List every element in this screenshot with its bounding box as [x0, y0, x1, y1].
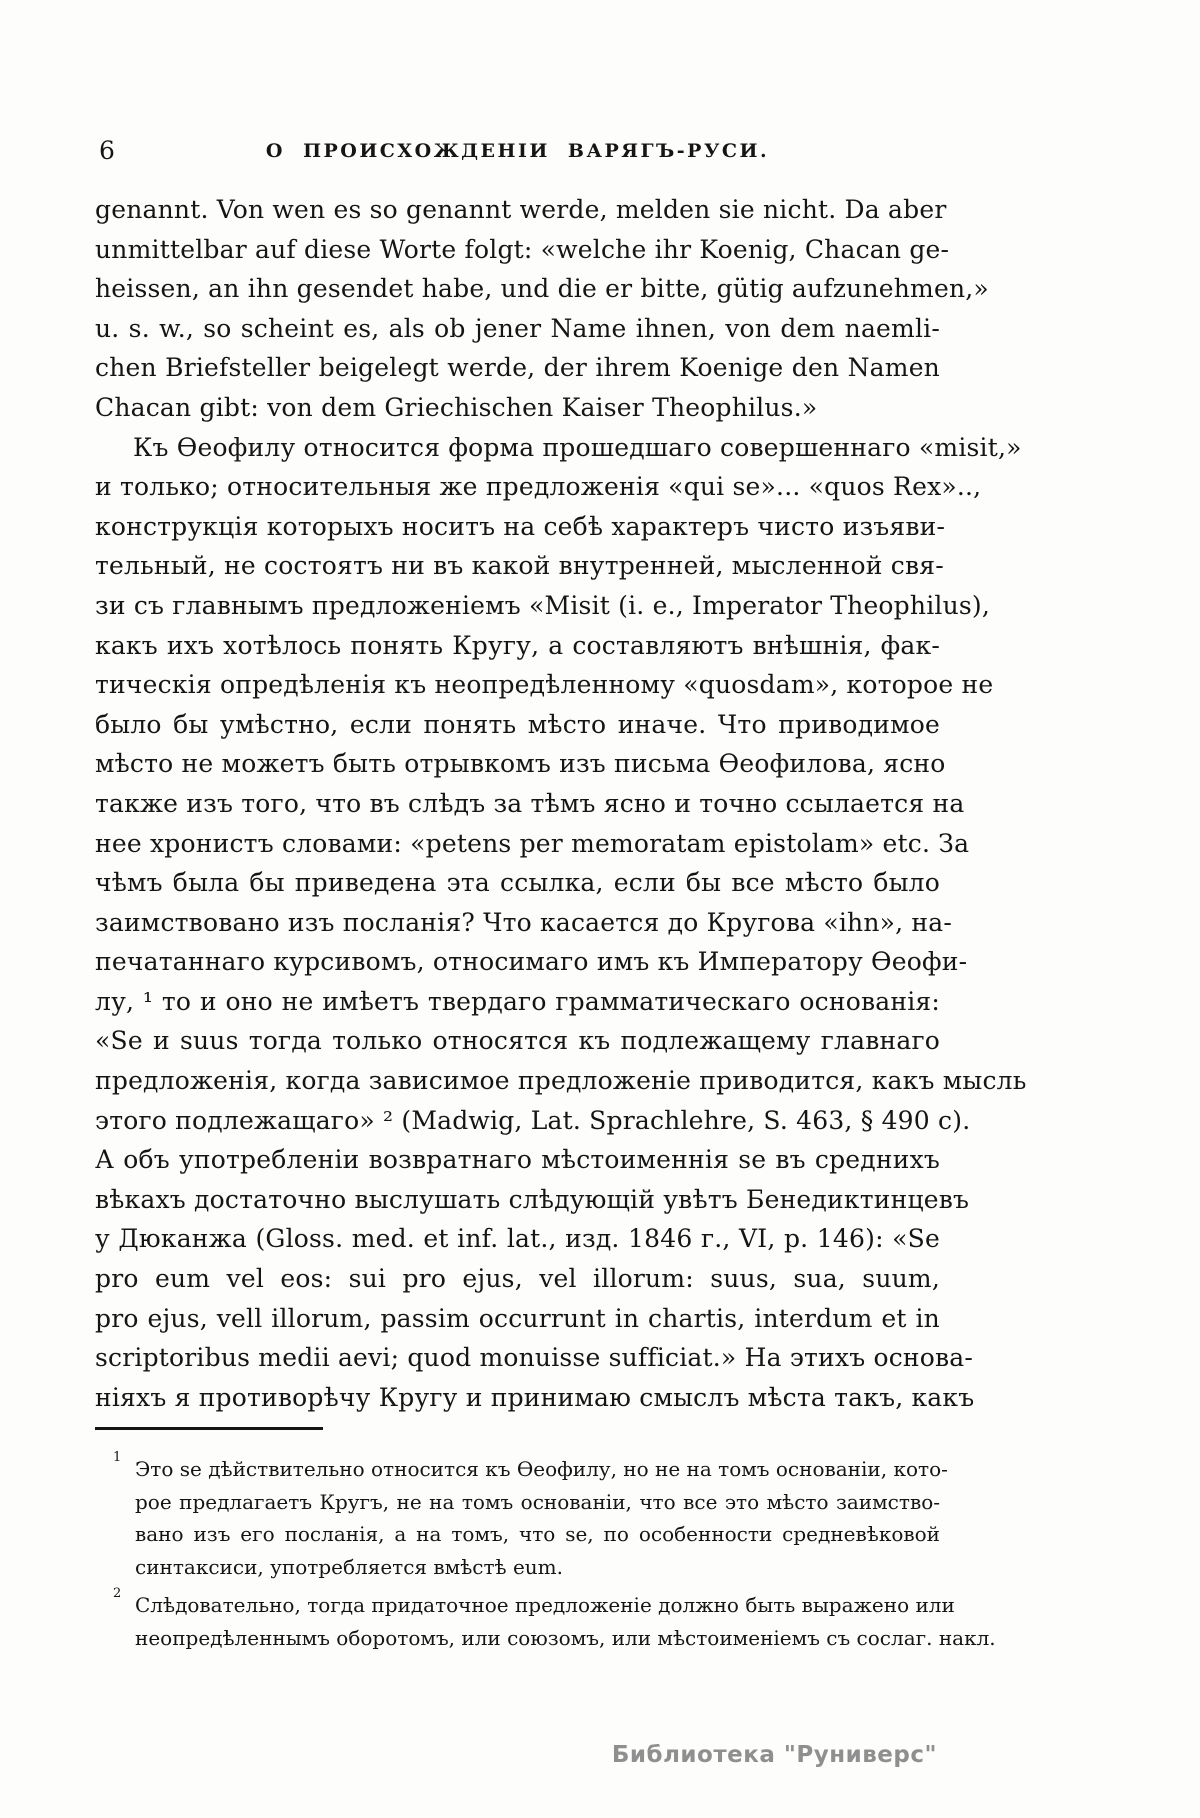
paragraph-german	[95, 190, 989, 428]
footnote-line: неопредѣленнымъ оборотомъ, или союзомъ, или мѣстоименіемъ съ сослаг. накл.	[135, 1625, 996, 1650]
page-body	[95, 190, 1027, 1417]
text-line: А объ употребленіи возвратнаго мѣстоименнія se въ среднихъ	[95, 1145, 940, 1175]
text-line: этого подлежащаго» ² (Madwig, Lat. Sprachlehre, S. 463, § 490 c).	[95, 1105, 971, 1135]
page-number: 6	[99, 136, 115, 165]
text-line: Chacan gibt: von dem Griechischen Kaiser Theophilus.»	[95, 392, 818, 422]
text-line: заимствовано изъ посланія? Что касается до Кругова «ihn», на-	[95, 907, 953, 937]
paragraph-russian	[95, 428, 1027, 1418]
text-line: лу, ¹ то и оно не имѣетъ твердаго грамматическаго основанія:	[95, 986, 940, 1016]
text-line: тическія опредѣленія къ неопредѣленному «quosdam», которое не	[95, 670, 994, 700]
footnote-line: Слѣдовательно, тогда придаточное предложеніе должно быть выражено или	[135, 1593, 955, 1617]
text-line: также изъ того, что въ слѣдъ за тѣмъ ясно и точно ссылается на	[95, 788, 965, 818]
page-header	[95, 134, 940, 168]
running-title: О ПРОИСХОЖДЕНІИ ВАРЯГЪ-РУСИ.	[265, 140, 770, 162]
text-line: chen Briefsteller beigelegt werde, der ihrem Koenige den Namen	[95, 353, 940, 383]
text-line: печатаннаго курсивомъ, относимаго имъ къ Императору Ѳеофи-	[95, 947, 968, 977]
text-line: unmittelbar auf diese Worte folgt: «welche ihr Koenig, Chacan ge-	[95, 234, 950, 264]
text-line: мѣсто не можетъ быть отрывкомъ изъ письма Ѳеофилова, ясно	[95, 749, 946, 779]
text-line: pro eum vel eos: sui pro ejus, vel illorum: suus, sua, suum,	[95, 1264, 940, 1294]
footnotes	[113, 1450, 996, 1660]
text-line: pro ejus, vell illorum, passim occurrunt in chartis, interdum et in	[95, 1303, 940, 1333]
text-line: тельный, не состоятъ ни въ какой внутренней, мысленной свя-	[95, 551, 944, 581]
footnote-2	[113, 1586, 996, 1654]
text-line: было бы умѣстно, если понять мѣсто иначе. Что приводимое	[95, 709, 940, 739]
text-line: Къ Ѳеофилу относится форма прошедшаго совершеннаго «misit,»	[133, 432, 1022, 462]
text-line: heissen, an ihn gesendet habe, und die er bitte, gütig aufzunehmen,»	[95, 274, 989, 304]
text-line: scriptoribus medii aevi; quod monuisse sufficiat.» На этихъ основа-	[95, 1343, 974, 1373]
footnote-line: Это se дѣйствительно относится къ Ѳеофилу, но не на томъ основаніи, кото-	[135, 1457, 948, 1481]
footnote-marker: 1	[113, 1450, 122, 1465]
footnote-line: вано изъ его посланія, а на томъ, что se, по особенности средневѣковой	[135, 1522, 940, 1546]
text-line: ніяхъ я противорѣчу Кругу и принимаю смыслъ мѣста такъ, какъ	[95, 1382, 975, 1412]
text-line: u. s. w., so scheint es, als ob jener Name ihnen, von dem naemli-	[95, 313, 940, 343]
footnote-1	[113, 1450, 948, 1583]
text-line: чѣмъ была бы приведена эта ссылка, если бы все мѣсто было	[95, 868, 940, 898]
text-line: у Дюканжа (Gloss. med. et inf. lat., изд. 1846 г., VI, p. 146): «Se	[95, 1224, 940, 1254]
text-line: нее хронистъ словами: «petens per memoratam epistolam» etc. За	[95, 828, 970, 858]
footnote-separator-rule	[95, 1427, 323, 1430]
text-line: и только; относительныя же предложенія «qui se»... «quos Rex»..,	[95, 472, 982, 502]
text-line: genannt. Von wen es so genannt werde, melden sie nicht. Da aber	[95, 195, 947, 224]
footnote-marker: 2	[113, 1586, 122, 1601]
footnote-line: синтаксиси, употребляется вмѣстѣ eum.	[135, 1554, 564, 1579]
text-line: «Se и suus тогда только относятся къ подлежащему главнаго	[95, 1026, 940, 1056]
library-watermark: Библиотека "Руниверс"	[611, 1742, 937, 1768]
footnote-line: рое предлагаетъ Кругъ, не на томъ основаніи, что все это мѣсто заимство-	[135, 1489, 940, 1514]
text-line: вѣкахъ достаточно выслушать слѣдующій увѣтъ Бенедиктинцевъ	[95, 1184, 970, 1214]
text-line: зи съ главнымъ предложеніемъ «Misit (i. e., Imperator Theophilus),	[95, 590, 991, 620]
text-line: какъ ихъ хотѣлось понять Кругу, а составляютъ внѣшнія, фак-	[95, 630, 940, 660]
text-line: конструкція которыхъ носитъ на себѣ характеръ чисто изъяви-	[95, 511, 946, 541]
text-line: предложенія, когда зависимое предложеніе приводится, какъ мысль	[95, 1066, 1027, 1096]
